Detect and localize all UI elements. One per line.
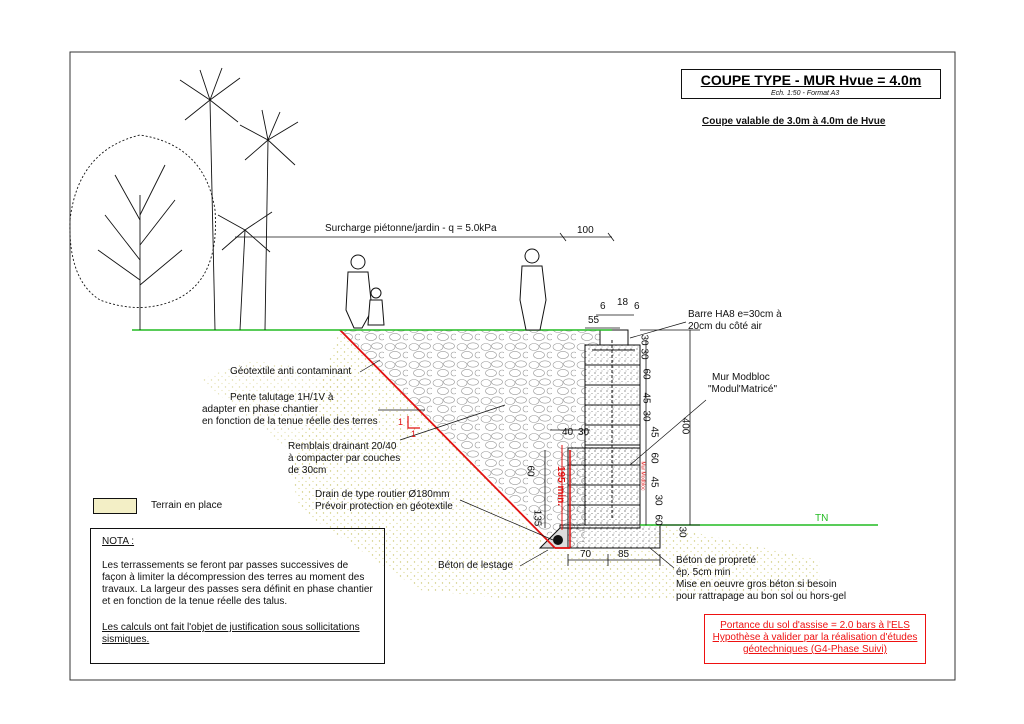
scale-label: Ech. 1:50 - Format A3 xyxy=(771,90,840,97)
drawing-title: COUPE TYPE - MUR Hvue = 4.0m xyxy=(700,72,922,88)
mur-label-2: "Modul'Matricé" xyxy=(708,384,778,395)
beton-proprete-label-4: pour rattrapage au bon sol ou hors-gel xyxy=(676,591,847,602)
slope-1v: 1 xyxy=(411,429,417,439)
warning-line-1: Portance du sol d'assise = 2.0 bars à l'ELS xyxy=(720,620,910,631)
mur-label-1: Mur Modbloc xyxy=(712,372,770,383)
dim-30a: 30 xyxy=(638,334,650,346)
dim-30f: 30 xyxy=(578,427,590,438)
dim-18: 18 xyxy=(617,297,629,308)
warning-line-2: Hypothèse à valider par la réalisation d'études xyxy=(712,632,918,643)
nota-box xyxy=(90,528,385,664)
dim-70: 70 xyxy=(580,549,592,560)
dim-45a: 45 xyxy=(640,392,652,404)
dim-30e: 30 xyxy=(676,526,688,538)
slope-1h: 1 xyxy=(398,417,404,427)
dim-45b: 45 xyxy=(648,426,660,438)
drain-pipe xyxy=(553,535,563,545)
beton-lestage-label: Béton de lestage xyxy=(438,560,514,571)
dim-60b: 60 xyxy=(648,452,660,464)
dim-40: 40 xyxy=(562,427,574,438)
beton-proprete-label-2: ép. 5cm min xyxy=(676,567,731,578)
red-dim-label: 195 min. xyxy=(555,465,567,507)
barre-label-1: Barre HA8 e=30cm à xyxy=(688,309,782,320)
drawing-subtitle: Coupe valable de 3.0m à 4.0m de Hvue xyxy=(702,116,886,127)
nota-title: NOTA : xyxy=(102,536,135,547)
remblais-label-3: de 30cm xyxy=(288,465,327,476)
surcharge-label: Surcharge piétonne/jardin - q = 5.0kPa xyxy=(325,223,497,234)
remblais-label-1: Remblais drainant 20/40 xyxy=(288,441,397,452)
dim-6b: 6 xyxy=(634,301,640,312)
dim-55: 55 xyxy=(588,315,600,326)
drain-label-2: Prévoir protection en géotextile xyxy=(315,501,453,512)
geotextile-label: Géotextile anti contaminant xyxy=(230,366,352,377)
warning-line-3: géotechniques (G4-Phase Suivi) xyxy=(743,644,887,655)
beton-proprete-label-3: Mise en oeuvre gros béton si besoin xyxy=(676,579,837,590)
dim-6a: 6 xyxy=(600,301,606,312)
beton-proprete xyxy=(560,525,660,548)
dim-60d: 60 xyxy=(524,465,536,477)
dim-100: 100 xyxy=(577,225,594,236)
dim-135: 135 xyxy=(531,509,543,527)
legend-swatch xyxy=(93,498,137,514)
pente-label-3: en fonction de la tenue réelle des terres xyxy=(202,416,378,427)
nota-paragraph-1: Les terrassements se feront par passes successives de façon à limiter la décompression des terres au moment des travaux. La largeur des passes sera définit en phase chantier et en fonction de la tenue réelle des talus. xyxy=(102,560,373,607)
dim-85: 85 xyxy=(618,549,630,560)
people xyxy=(346,249,546,330)
rotated-mur-label: Mur Modbloc xyxy=(639,461,646,491)
palm-trees xyxy=(180,68,298,330)
tn-label: TN xyxy=(815,513,829,524)
drain-label-1: Drain de type routier Ø180mm xyxy=(315,489,450,500)
dim-60a: 60 xyxy=(640,368,652,380)
dim-60c: 60 xyxy=(652,514,664,526)
dim-30b: 30 xyxy=(638,348,650,360)
pente-label-1: Pente talutage 1H/1V à xyxy=(230,392,334,403)
barre-label-2: 20cm du côté air xyxy=(688,321,762,332)
pente-label-2: adapter en phase chantier xyxy=(202,404,319,415)
warning-box xyxy=(704,614,926,664)
beton-proprete-label-1: Béton de propreté xyxy=(676,555,757,566)
legend-terrain-label: Terrain en place xyxy=(151,500,223,511)
dim-400: 400 xyxy=(679,417,691,435)
remblais-label-2: à compacter par couches xyxy=(288,453,401,464)
dim-45c: 45 xyxy=(648,476,660,488)
dim-30d: 30 xyxy=(652,494,664,506)
dim-30c: 30 xyxy=(640,410,652,422)
tree-deciduous xyxy=(70,135,216,330)
nota-paragraph-2: Les calculs ont fait l'objet de justification sous sollicitations sismiques. xyxy=(102,622,360,645)
